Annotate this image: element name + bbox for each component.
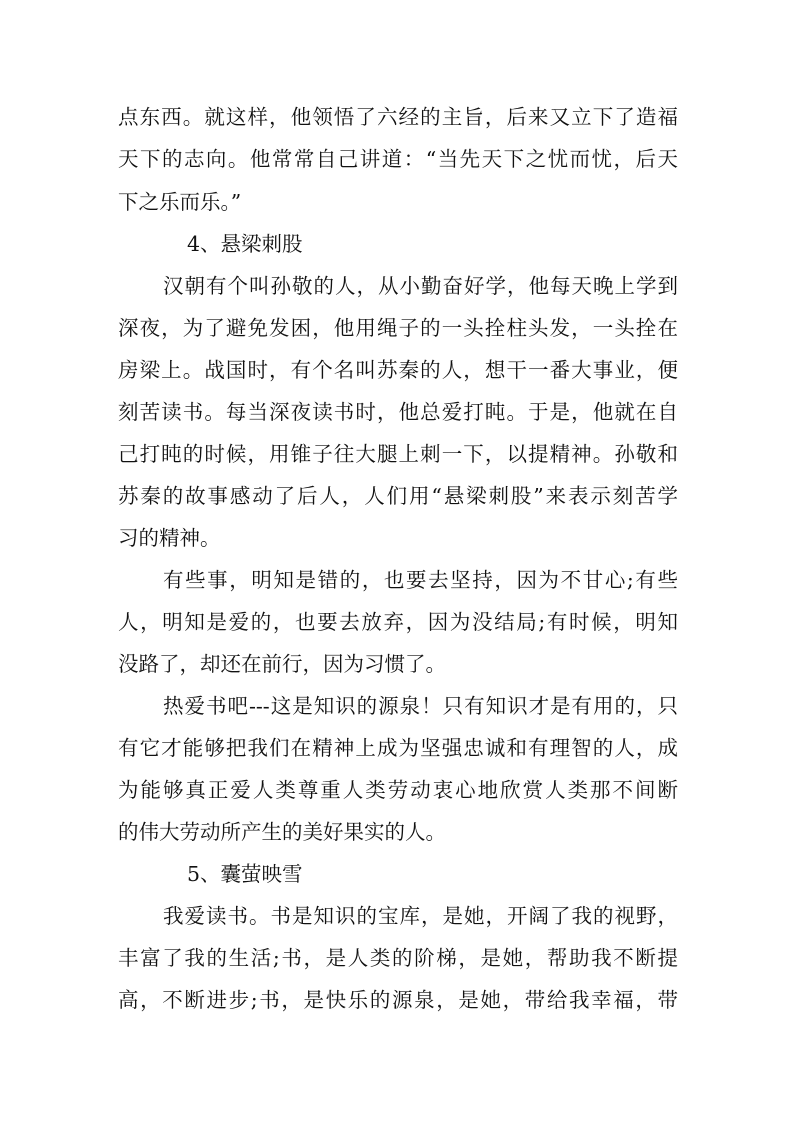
text-line: 房梁上。战国时，有个名叫苏秦的人，想干一番大事业，便 [118, 358, 678, 382]
section-heading: 4、悬梁刺股 [187, 232, 303, 256]
text-line: 我爱读书。书是知识的宝库，是她，开阔了我的视野， [163, 904, 678, 928]
text-line: 的伟大劳动所产生的美好果实的人。 [118, 820, 446, 844]
text-line: 点东西。就这样，他领悟了六经的主旨，后来又立下了造福 [118, 105, 678, 129]
text-line: 人，明知是爱的，也要去放弃，因为没结局;有时候，明知 [118, 610, 678, 634]
text-line: 习的精神。 [118, 526, 221, 550]
text-line: 深夜，为了避免发困，他用绳子的一头拴柱头发，一头拴在 [118, 316, 678, 340]
text-line: 有它才能够把我们在精神上成为坚强忠诚和有理智的人，成 [118, 736, 678, 760]
text-line: 己打盹的时候，用锥子往大腿上刺一下，以提精神。孙敬和 [118, 442, 678, 466]
text-line: 下之乐而乐。” [118, 190, 242, 214]
text-line: 为能够真正爱人类尊重人类劳动衷心地欣赏人类那不间断 [118, 778, 678, 802]
text-line: 刻苦读书。每当深夜读书时，他总爱打盹。于是，他就在自 [118, 400, 678, 424]
text-line: 天下的志向。他常常自己讲道：“当先天下之忧而忧，后天 [118, 147, 678, 171]
text-line: 有些事，明知是错的，也要去坚持，因为不甘心;有些 [163, 568, 678, 592]
section-heading: 5、囊萤映雪 [187, 862, 303, 886]
text-line: 高，不断进步;书，是快乐的源泉，是她，带给我幸福，带 [118, 988, 678, 1012]
text-line: 热爱书吧---这是知识的源泉！只有知识才是有用的，只 [163, 694, 678, 718]
text-line: 丰富了我的生活;书，是人类的阶梯，是她，帮助我不断提 [118, 946, 678, 970]
text-line: 没路了，却还在前行，因为习惯了。 [118, 652, 446, 676]
text-line: 汉朝有个叫孙敬的人，从小勤奋好学，他每天晚上学到 [163, 274, 678, 298]
text-line: 苏秦的故事感动了后人，人们用“悬梁刺股”来表示刻苦学 [118, 484, 678, 508]
